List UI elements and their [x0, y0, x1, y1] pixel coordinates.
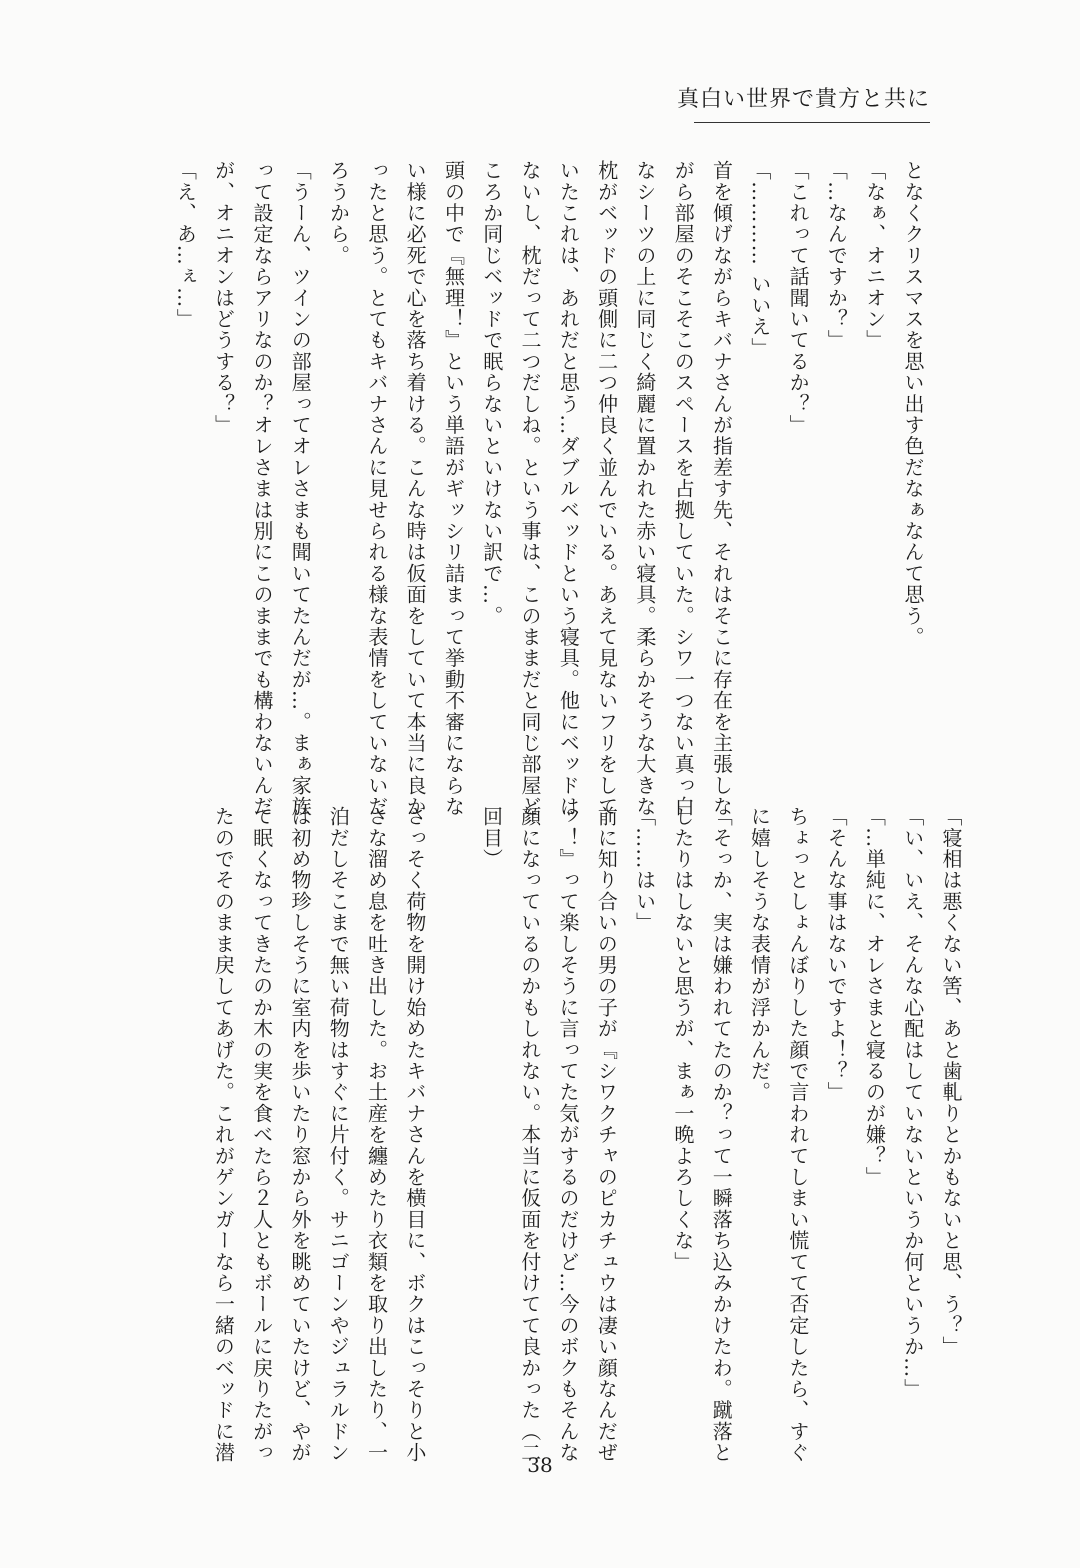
- text-line: ころか同じベッドで眠らないといけない訳で…。: [479, 160, 504, 627]
- text-line: がら部屋のそこそこのスペースを占拠していた。シワ一つない真っ白: [671, 160, 696, 818]
- text-line: 首を傾げながらキバナさんが指差す先、それはそこに存在を主張しな: [709, 160, 734, 818]
- text-line: 「なぁ、オニオン」: [862, 160, 887, 351]
- text-line: 「………… いいえ」: [747, 160, 772, 359]
- text-line: となくクリスマスを思い出す色だなぁなんて思う。: [901, 160, 925, 648]
- text-line: さっそく荷物を開け始めたキバナさんを横目に、ボクはこっそりと小: [402, 806, 427, 1464]
- text-line: 枕がベッドの頭側に二つ仲良く並んでいる。あえて見ないフリをして: [594, 160, 619, 818]
- text-line: ッ！』って楽しそうに言ってた気がするのだけど…今のボクもそんな: [556, 806, 581, 1464]
- text-line: ろうから。: [326, 160, 351, 266]
- text-line: したりはしないと思うが、まぁ一晩よろしくな」: [670, 806, 695, 1273]
- text-line: って設定ならアリなのか？オレさまは別にこのままでも構わないんだ: [249, 160, 274, 818]
- text-line: 「寝相は悪くない筈、あと歯軋りとかもないと思、う？」: [939, 806, 963, 1358]
- text-line: ちょっとしょんぼりした顔で言われてしまい慌てて否定したら、すぐ: [785, 806, 810, 1464]
- text-line: て眠くなってきたのか木の実を食べたら２人ともボールに戻りたがっ: [249, 806, 274, 1464]
- text-line: い様に必死で心を落ち着ける。こんな時は仮面をしていて本当に良か: [403, 160, 428, 818]
- lower-text-block: [204, 806, 970, 1464]
- header-underline: [694, 122, 930, 123]
- text-line: 「…なんですか？」: [824, 160, 849, 351]
- text-line: が、オニオンはどうする？」: [211, 160, 236, 436]
- text-line: たのでそのまま戻してあげた。これがゲンガーなら一緒のベッドに潜: [211, 806, 236, 1464]
- text-line: は初め物珍しそうに室内を歩いたり窓から外を眺めていたけど、やが: [287, 806, 312, 1464]
- text-line: 「…単純に、オレさまと寝るのが嫌？」: [862, 806, 887, 1188]
- text-line: 「え、あ…ぇ…」: [173, 160, 198, 330]
- text-line: 「そんな事はないですよ！？」: [824, 806, 849, 1103]
- text-line: 顔になっているのかもしれない。本当に仮面を付けてて良かった（二: [517, 806, 542, 1464]
- upper-text-block: [166, 160, 932, 818]
- text-line: 泊だしそこまで無い荷物はすぐに片付く。サニゴーンやジュラルドン: [326, 806, 351, 1464]
- text-line: に嬉しそうな表情が浮かんだ。: [747, 806, 772, 1103]
- page-number: 38: [527, 1453, 553, 1477]
- running-header-title: 真白い世界で貴方と共に: [676, 87, 930, 112]
- text-line: ったと思う。とてもキバナさんに見せられる様な表情をしていないだ: [364, 160, 389, 818]
- text-line: ないし、枕だって二つだしね。という事は、このままだと同じ部屋ど: [518, 160, 543, 818]
- text-line: 「うーん、ツインの部屋ってオレさまも聞いてたんだが…。まぁ家族: [288, 160, 313, 818]
- text-line: 「これって話聞いてるか？」: [786, 160, 811, 436]
- text-line: 「……はい」: [632, 806, 657, 934]
- text-line: 頭の中で『無理！』という単語がギッシリ詰まって挙動不審にならな: [441, 160, 466, 818]
- text-line: 「そっか、実は嫌われてたのか？って一瞬落ち込みかけたわ。蹴落と: [709, 806, 734, 1464]
- text-line: さな溜め息を吐き出した。お土産を纏めたり衣類を取り出したり、一: [364, 806, 389, 1464]
- text-line: 「い、いえ、そんな心配はしていないというか何というか…」: [900, 806, 925, 1400]
- text-line: なシーツの上に同じく綺麗に置かれた赤い寝具。柔らかそうな大きな: [632, 160, 657, 818]
- text-line: 回目）: [479, 806, 504, 870]
- text-line: いたこれは、あれだと思う…ダブルベッドという寝具。他にベッドは: [556, 160, 581, 818]
- text-line: 前に知り合いの男の子が『シワクチャのピカチュウは凄い顔なんだぜ: [594, 806, 619, 1464]
- blank-line: [434, 806, 472, 1406]
